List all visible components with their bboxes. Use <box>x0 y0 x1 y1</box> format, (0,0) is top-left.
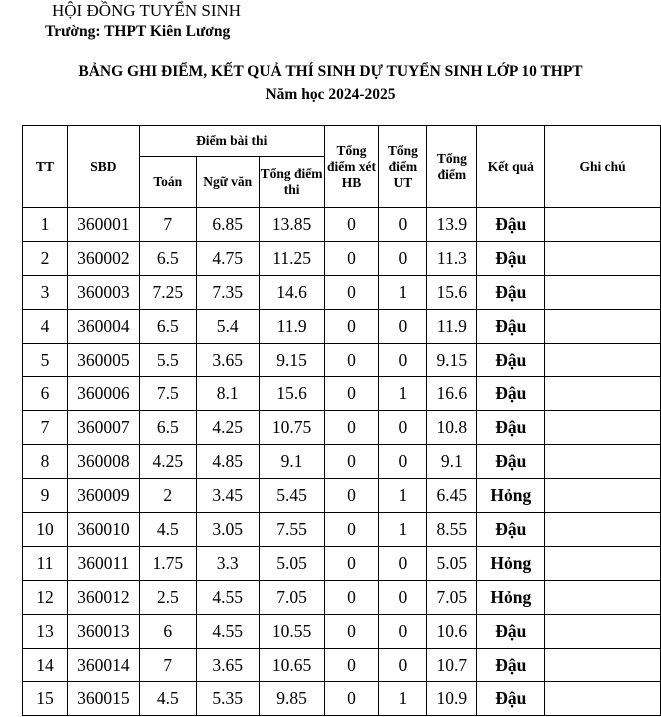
cell-scholarship-score: 0 <box>324 614 379 648</box>
col-header-literature: Ngữ văn <box>196 157 259 208</box>
cell-total-score: 9.1 <box>427 445 477 479</box>
cell-exam-total: 10.75 <box>259 411 324 445</box>
col-header-total-score: Tổng điểm <box>427 126 477 208</box>
cell-scholarship-score: 0 <box>324 580 379 614</box>
cell-priority-score: 0 <box>379 411 427 445</box>
table-row <box>23 682 661 716</box>
cell-total-score: 8.55 <box>427 513 477 547</box>
cell-scholarship-score: 0 <box>324 343 379 377</box>
cell-tt: 14 <box>23 648 68 682</box>
cell-total-score: 9.15 <box>427 343 477 377</box>
cell-sbd: 360005 <box>67 343 139 377</box>
results-body <box>23 208 661 716</box>
cell-notes <box>545 411 661 445</box>
cell-total-score: 13.9 <box>427 208 477 242</box>
cell-notes <box>545 343 661 377</box>
cell-result: Đậu <box>477 445 545 479</box>
cell-sbd: 360006 <box>67 377 139 411</box>
cell-literature: 6.85 <box>196 208 259 242</box>
cell-exam-total: 9.85 <box>259 682 324 716</box>
table-row <box>23 377 661 411</box>
cell-result: Đậu <box>477 208 545 242</box>
cell-result: Hỏng <box>477 580 545 614</box>
table-row <box>23 614 661 648</box>
cell-tt: 7 <box>23 411 68 445</box>
cell-literature: 7.35 <box>196 275 259 309</box>
cell-math: 4.5 <box>139 513 196 547</box>
cell-sbd: 360002 <box>67 241 139 275</box>
cell-notes <box>545 682 661 716</box>
cell-math: 7.25 <box>139 275 196 309</box>
results-table <box>22 125 661 716</box>
cell-scholarship-score: 0 <box>324 513 379 547</box>
cell-notes <box>545 513 661 547</box>
cell-math: 5.5 <box>139 343 196 377</box>
cell-notes <box>545 546 661 580</box>
cell-total-score: 10.7 <box>427 648 477 682</box>
cell-exam-total: 10.55 <box>259 614 324 648</box>
cell-total-score: 11.3 <box>427 241 477 275</box>
cell-sbd: 360014 <box>67 648 139 682</box>
cell-sbd: 360007 <box>67 411 139 445</box>
cell-math: 4.5 <box>139 682 196 716</box>
cell-literature: 3.3 <box>196 546 259 580</box>
col-header-sbd: SBD <box>67 126 139 208</box>
cell-tt: 10 <box>23 513 68 547</box>
cell-priority-score: 0 <box>379 580 427 614</box>
cell-math: 7 <box>139 208 196 242</box>
cell-tt: 2 <box>23 241 68 275</box>
cell-sbd: 360012 <box>67 580 139 614</box>
cell-exam-total: 7.05 <box>259 580 324 614</box>
cell-tt: 6 <box>23 377 68 411</box>
table-row <box>23 411 661 445</box>
cell-scholarship-score: 0 <box>324 682 379 716</box>
cell-scholarship-score: 0 <box>324 546 379 580</box>
table-row <box>23 275 661 309</box>
cell-literature: 4.25 <box>196 411 259 445</box>
cell-literature: 8.1 <box>196 377 259 411</box>
cell-scholarship-score: 0 <box>324 411 379 445</box>
table-row <box>23 580 661 614</box>
cell-exam-total: 11.9 <box>259 309 324 343</box>
cell-total-score: 10.8 <box>427 411 477 445</box>
cell-result: Đậu <box>477 411 545 445</box>
table-row <box>23 208 661 242</box>
col-header-priority-score: Tổng điểm UT <box>379 126 427 208</box>
cell-total-score: 7.05 <box>427 580 477 614</box>
cell-priority-score: 0 <box>379 546 427 580</box>
cell-notes <box>545 445 661 479</box>
cell-notes <box>545 377 661 411</box>
cell-exam-total: 13.85 <box>259 208 324 242</box>
cell-scholarship-score: 0 <box>324 648 379 682</box>
cell-result: Đậu <box>477 241 545 275</box>
cell-notes <box>545 614 661 648</box>
cell-priority-score: 0 <box>379 343 427 377</box>
cell-priority-score: 0 <box>379 309 427 343</box>
cell-sbd: 360011 <box>67 546 139 580</box>
cell-total-score: 16.6 <box>427 377 477 411</box>
cell-notes <box>545 275 661 309</box>
cell-tt: 4 <box>23 309 68 343</box>
header-row-1 <box>23 126 661 157</box>
cell-total-score: 6.45 <box>427 479 477 513</box>
cell-exam-total: 5.45 <box>259 479 324 513</box>
col-header-notes: Ghi chú <box>545 126 661 208</box>
cell-sbd: 360013 <box>67 614 139 648</box>
cell-total-score: 10.9 <box>427 682 477 716</box>
cell-scholarship-score: 0 <box>324 479 379 513</box>
cell-math: 1.75 <box>139 546 196 580</box>
cell-priority-score: 0 <box>379 648 427 682</box>
cell-tt: 15 <box>23 682 68 716</box>
cell-tt: 1 <box>23 208 68 242</box>
cell-priority-score: 1 <box>379 479 427 513</box>
cell-sbd: 360009 <box>67 479 139 513</box>
cell-priority-score: 0 <box>379 208 427 242</box>
cell-notes <box>545 208 661 242</box>
col-header-scholarship-score: Tổng điểm xét HB <box>324 126 379 208</box>
cell-tt: 9 <box>23 479 68 513</box>
cell-math: 6.5 <box>139 309 196 343</box>
cell-literature: 3.05 <box>196 513 259 547</box>
cell-exam-total: 5.05 <box>259 546 324 580</box>
cell-result: Đậu <box>477 377 545 411</box>
table-row <box>23 309 661 343</box>
col-header-result: Kết quả <box>477 126 545 208</box>
cell-notes <box>545 241 661 275</box>
cell-scholarship-score: 0 <box>324 275 379 309</box>
cell-total-score: 15.6 <box>427 275 477 309</box>
col-header-tt: TT <box>23 126 68 208</box>
cell-math: 6.5 <box>139 241 196 275</box>
cell-sbd: 360003 <box>67 275 139 309</box>
cell-priority-score: 1 <box>379 682 427 716</box>
cell-literature: 4.55 <box>196 614 259 648</box>
cell-exam-total: 15.6 <box>259 377 324 411</box>
school-name: Trường: THPT Kiên Lương <box>45 23 231 40</box>
cell-exam-total: 9.15 <box>259 343 324 377</box>
cell-result: Đậu <box>477 275 545 309</box>
document-title: BẢNG GHI ĐIỂM, KẾT QUẢ THÍ SINH DỰ TUYỂN SINH LỚP 10 THPT <box>78 63 583 80</box>
cell-literature: 4.55 <box>196 580 259 614</box>
cell-result: Đậu <box>477 682 545 716</box>
cell-literature: 3.45 <box>196 479 259 513</box>
cell-notes <box>545 580 661 614</box>
cell-literature: 4.75 <box>196 241 259 275</box>
col-header-exam-total: Tổng điểm thi <box>259 157 324 208</box>
cell-scholarship-score: 0 <box>324 241 379 275</box>
cell-literature: 3.65 <box>196 343 259 377</box>
cell-notes <box>545 309 661 343</box>
cell-scholarship-score: 0 <box>324 377 379 411</box>
cell-math: 6 <box>139 614 196 648</box>
cell-literature: 5.35 <box>196 682 259 716</box>
cell-tt: 8 <box>23 445 68 479</box>
table-row <box>23 546 661 580</box>
cell-total-score: 11.9 <box>427 309 477 343</box>
cell-sbd: 360008 <box>67 445 139 479</box>
cell-result: Đậu <box>477 309 545 343</box>
cell-scholarship-score: 0 <box>324 208 379 242</box>
cell-scholarship-score: 0 <box>324 309 379 343</box>
school-year: Năm học 2024-2025 <box>265 86 396 103</box>
cell-math: 7 <box>139 648 196 682</box>
cell-sbd: 360010 <box>67 513 139 547</box>
cell-priority-score: 1 <box>379 377 427 411</box>
cell-result: Hỏng <box>477 546 545 580</box>
cell-result: Đậu <box>477 513 545 547</box>
cell-sbd: 360004 <box>67 309 139 343</box>
col-header-math: Toán <box>139 157 196 208</box>
cell-priority-score: 1 <box>379 275 427 309</box>
cell-priority-score: 0 <box>379 241 427 275</box>
table-row <box>23 513 661 547</box>
table-row <box>23 648 661 682</box>
cell-math: 2 <box>139 479 196 513</box>
cell-tt: 11 <box>23 546 68 580</box>
cell-exam-total: 9.1 <box>259 445 324 479</box>
cell-priority-score: 1 <box>379 513 427 547</box>
cell-sbd: 360015 <box>67 682 139 716</box>
cell-priority-score: 0 <box>379 614 427 648</box>
cell-math: 6.5 <box>139 411 196 445</box>
cell-tt: 5 <box>23 343 68 377</box>
cell-result: Đậu <box>477 343 545 377</box>
cell-exam-total: 10.65 <box>259 648 324 682</box>
cell-result: Hỏng <box>477 479 545 513</box>
cell-literature: 5.4 <box>196 309 259 343</box>
cell-result: Đậu <box>477 648 545 682</box>
cell-exam-total: 11.25 <box>259 241 324 275</box>
cell-result: Đậu <box>477 614 545 648</box>
cell-math: 4.25 <box>139 445 196 479</box>
cell-exam-total: 7.55 <box>259 513 324 547</box>
cell-literature: 4.85 <box>196 445 259 479</box>
cell-priority-score: 0 <box>379 445 427 479</box>
cell-total-score: 10.6 <box>427 614 477 648</box>
cell-sbd: 360001 <box>67 208 139 242</box>
cell-tt: 3 <box>23 275 68 309</box>
table-row <box>23 241 661 275</box>
council-name: HỘI ĐỒNG TUYỂN SINH <box>52 1 242 20</box>
cell-scholarship-score: 0 <box>324 445 379 479</box>
cell-exam-total: 14.6 <box>259 275 324 309</box>
cell-math: 7.5 <box>139 377 196 411</box>
cell-notes <box>545 479 661 513</box>
cell-total-score: 5.05 <box>427 546 477 580</box>
table-row <box>23 343 661 377</box>
col-header-exam-scores: Điểm bài thi <box>139 126 324 157</box>
table-row <box>23 445 661 479</box>
cell-literature: 3.65 <box>196 648 259 682</box>
cell-tt: 13 <box>23 614 68 648</box>
table-row <box>23 479 661 513</box>
cell-notes <box>545 648 661 682</box>
cell-math: 2.5 <box>139 580 196 614</box>
cell-tt: 12 <box>23 580 68 614</box>
